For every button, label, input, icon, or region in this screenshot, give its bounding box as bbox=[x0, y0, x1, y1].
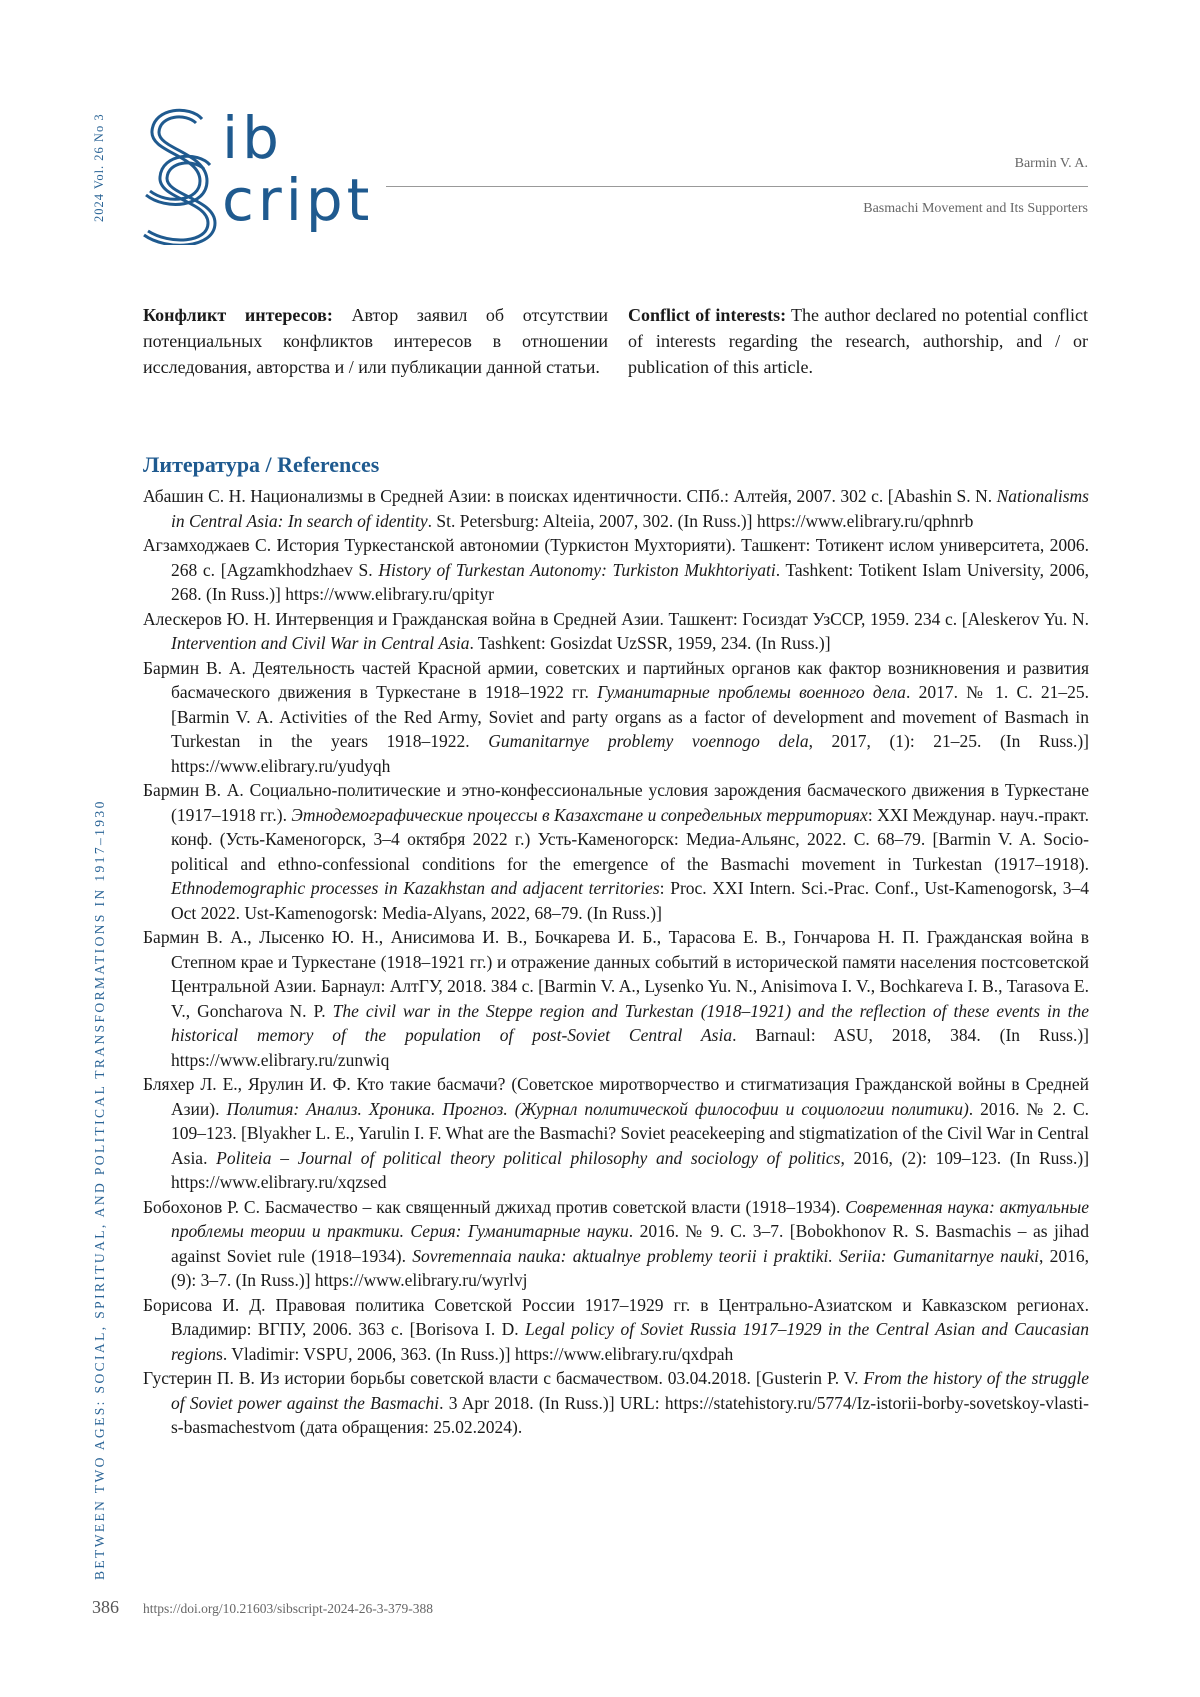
reference-item bbox=[143, 484, 1089, 533]
reference-text: : Proc. XXI Intern. Sci.-Prac. Conf., Ust-Kamenogorsk, 3–4 Oct 2022. Ust-Kamenogorsk: Media-Alyans, 2022, 68–79. (In Russ.)] bbox=[171, 878, 1089, 923]
conflict-text-ru: Автор заявил об отсутствии потенциальных конфликтов интересов в отношении исследования, авторства и / или публикации данной статьи. bbox=[143, 305, 608, 377]
running-head-author: Barmin V. A. bbox=[1015, 156, 1088, 172]
reference-text: : XXI Междунар. науч.-практ. конф. (Усть-Каменогорск, 3–4 октября 2022 г.) Усть-Каменогорск: Медиа-Альянс, 2022. С. 68–79. [Barmin V. A. Socio-political and ethno-confessional conditions for the emergence of the Basmachi movement in Turkestan (1917–1918). bbox=[171, 805, 1089, 874]
reference-title-italic: History of Turkestan Autonomy: Turkiston Mukhtoriyati bbox=[378, 560, 775, 580]
reference-item bbox=[143, 607, 1089, 656]
reference-text: Алескеров Ю. Н. Интервенция и Гражданская война в Средней Азии. Ташкент: Госиздат УзССР, 1959. 234 с. [Aleskerov Yu. N. bbox=[143, 609, 1089, 629]
logo-s-bottom-shape bbox=[148, 156, 210, 240]
reference-text: Бармин В. А. Деятельность частей Красной армии, советских и партийных органов как фактор возникновения и развития басмаческого движения в Туркестане в 1918–1922 гг. bbox=[143, 658, 1089, 703]
reference-item bbox=[143, 1072, 1089, 1195]
reference-text: , 2017, (1): 21–25. (In Russ.)] https://www.elibrary.ru/yudyqh bbox=[171, 731, 1089, 776]
doi-link[interactable]: https://doi.org/10.21603/sibscript-2024-26-3-379-388 bbox=[143, 1601, 433, 1617]
reference-title-italic: Gumanitarnye problemy voennogo dela bbox=[488, 731, 808, 751]
reference-text: , 2016, (9): 3–7. (In Russ.)] https://www.elibrary.ru/wyrlvj bbox=[171, 1246, 1089, 1291]
running-head-title: Basmachi Movement and Its Supporters bbox=[863, 201, 1088, 217]
logo-s-top-shape bbox=[150, 110, 202, 199]
reference-text: Бобохонов Р. С. Басмачество – как священный джихад против советской власти (1918–1934). bbox=[143, 1197, 845, 1217]
conflict-label-ru: Конфликт интересов: bbox=[143, 305, 333, 325]
reference-text: Бляхер Л. Е., Ярулин И. Ф. Кто такие басмачи? (Советское миротворчество и стигматизация Гражданской войны в Средней Азии). bbox=[143, 1074, 1089, 1119]
reference-text: Агзамходжаев С. История Туркестанской автономии (Туркистон Мухторияти). Ташкент: Тотикент ислом университета, 2006. 268 с. [Agzamkhodzhaev S. bbox=[143, 535, 1089, 580]
reference-text: . Tashkent: Totikent Islam University, 2006, 268. (In Russ.)] https://www.elibrary.ru/qpityr bbox=[171, 560, 1089, 605]
conflict-label-en: Conflict of interests: bbox=[628, 305, 786, 325]
reference-item bbox=[143, 533, 1089, 607]
header-divider bbox=[386, 186, 1088, 187]
reference-title-italic: Современная наука: актуальные проблемы теории и практики. Серия: Гуманитарные науки bbox=[171, 1197, 1089, 1242]
reference-title-italic: Nationalisms in Central Asia: In search of identity bbox=[171, 486, 1089, 531]
page-number: 386 bbox=[92, 1597, 119, 1618]
reference-title-italic: Sovremennaia nauka: aktualnye problemy teorii i praktiki. Seriia: Gumanitarnye nauki bbox=[412, 1246, 1039, 1266]
reference-item bbox=[143, 778, 1089, 925]
conflict-of-interest-ru bbox=[143, 302, 608, 380]
reference-title-italic: Legal policy of Soviet Russia 1917–1929 in the Central Asian and Caucasian region bbox=[171, 1319, 1089, 1364]
logo-ib: ib bbox=[222, 109, 283, 167]
reference-text: Борисова И. Д. Правовая политика Советской России 1917–1929 гг. в Центрально-Азиатском и Кавказском регионах. Владимир: ВГПУ, 2006. 363 с. [Borisova I. D. bbox=[143, 1295, 1089, 1340]
logo-double-s-mark bbox=[140, 105, 230, 245]
reference-title-italic: From the history of the struggle of Soviet power against the Basmachi bbox=[171, 1368, 1089, 1413]
references-heading: Литература / References bbox=[143, 452, 379, 478]
reference-text: . 3 Apr 2018. (In Russ.)] URL: https://statehistory.ru/5774/Iz-istorii-borby-sovetskoy-vlasti-s-basmachestvom (дата обращения: 25.02.2024). bbox=[171, 1393, 1089, 1438]
reference-title-italic: Politeia – Journal of political theory political philosophy and sociology of politics bbox=[216, 1148, 840, 1168]
reference-text: . 2016. № 2. С. 109–123. [Blyakher L. E., Yarulin I. F. What are the Basmachi? Soviet peacekeeping and stigmatization of the Civil War in Central Asia. bbox=[171, 1099, 1089, 1168]
reference-text: . 2016. № 9. С. 3–7. [Bobokhonov R. S. Basmachis – as jihad against Soviet rule (1918–1934). bbox=[171, 1221, 1089, 1266]
sibscript-logo bbox=[140, 105, 380, 245]
reference-item bbox=[143, 1293, 1089, 1367]
conflict-text-en: The author declared no potential conflict of interests regarding the research, authorship, and / or publication of this article. bbox=[628, 305, 1088, 377]
reference-text: . Barnaul: ASU, 2018, 384. (In Russ.)] https://www.elibrary.ru/zunwiq bbox=[171, 1025, 1089, 1070]
reference-title-italic: Полития: Анализ. Хроника. Прогноз. (Журнал политической философии и социологии политики) bbox=[226, 1099, 968, 1119]
reference-text: . Tashkent: Gosizdat UzSSR, 1959, 234. (In Russ.)] bbox=[469, 633, 830, 653]
reference-text: . 2017. № 1. С. 21–25. [Barmin V. A. Activities of the Red Army, Soviet and party organs as a factor of development and movement of Basmach in Turkestan in the years 1918–1922. bbox=[171, 682, 1089, 751]
reference-text: . St. Petersburg: Alteiia, 2007, 302. (In Russ.)] https://www.elibrary.ru/qphnrb bbox=[428, 511, 974, 531]
logo-cript: cript bbox=[222, 171, 373, 229]
reference-text: Абашин С. Н. Национализмы в Средней Азии: в поисках идентичности. СПб.: Алтейя, 2007. 302 с. [Abashin S. N. bbox=[143, 486, 997, 506]
reference-item bbox=[143, 925, 1089, 1072]
reference-item bbox=[143, 1366, 1089, 1440]
reference-text: Бармин В. А. Социально-политические и этно-конфессиональные условия зарождения басмаческого движения в Туркестане (1917–1918 гг.). bbox=[143, 780, 1089, 825]
reference-item bbox=[143, 656, 1089, 779]
reference-list bbox=[143, 484, 1089, 1440]
reference-text: Густерин П. В. Из истории борьбы советской власти с басмачеством. 03.04.2018. [Gusterin P. V. bbox=[143, 1368, 864, 1388]
reference-text: , 2016, (2): 109–123. (In Russ.)] https://www.elibrary.ru/xqzsed bbox=[171, 1148, 1089, 1193]
journal-volume: 2024 Vol. 26 No 3 bbox=[92, 113, 107, 222]
section-rail-title: BETWEEN TWO AGES: SOCIAL, SPIRITUAL, AND POLITICAL TRANSFORMATIONS IN 1917–1930 bbox=[92, 799, 108, 1580]
reference-title-italic: Ethnodemographic processes in Kazakhstan and adjacent territories bbox=[171, 878, 660, 898]
reference-item bbox=[143, 1195, 1089, 1293]
reference-title-italic: Гуманитарные проблемы военного дела bbox=[597, 682, 906, 702]
reference-title-italic: Этнодемографические процессы в Казахстане и сопредельных территориях bbox=[291, 805, 867, 825]
reference-text: Бармин В. А., Лысенко Ю. Н., Анисимова И. В., Бочкарева И. Б., Тарасова Е. В., Гончарова Н. П. Гражданская война в Степном крае и Туркестане (1918–1921 гг.) и отражение данных событий в исторической памяти населения постсоветской Центральной Азии. Барнаул: АлтГУ, 2018. 384 с. [Barmin V. A., Lysenko Yu. N., Anisimova I. V., Bochkareva I. B., Tarasova E. V., Goncharova N. P. bbox=[143, 927, 1089, 1021]
reference-title-italic: The civil war in the Steppe region and Turkestan (1918–1921) and the reflection of these events in the historical memory of the population of post-Soviet Central Asia bbox=[171, 1001, 1089, 1046]
reference-title-italic: Intervention and Civil War in Central Asia bbox=[171, 633, 469, 653]
conflict-of-interest-en bbox=[628, 302, 1088, 380]
reference-text: s. Vladimir: VSPU, 2006, 363. (In Russ.)] https://www.elibrary.ru/qxdpah bbox=[216, 1344, 733, 1364]
